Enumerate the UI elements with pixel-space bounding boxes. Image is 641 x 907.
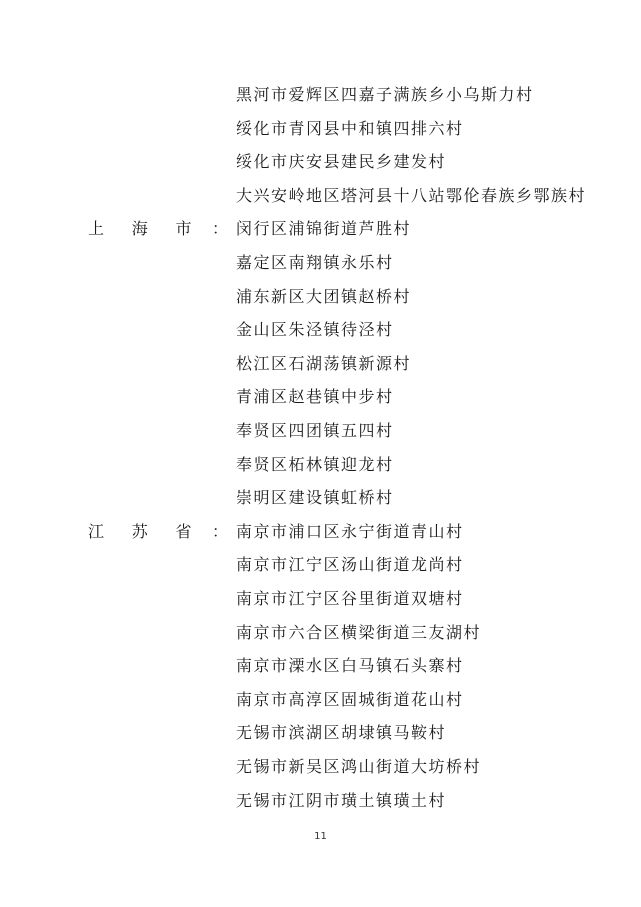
- village-entry: 南京市溧水区白马镇石头寨村: [236, 656, 464, 676]
- province-char: 省: [175, 521, 193, 541]
- village-entry: 南京市高淳区固城街道花山村: [236, 689, 464, 709]
- province-label: [88, 217, 193, 241]
- province-char: 海: [131, 219, 150, 239]
- list-item: [0, 251, 641, 275]
- list-item: [0, 654, 641, 678]
- village-entry: 无锡市新吴区鸿山街道大坊桥村: [236, 757, 482, 776]
- province-char: 江: [88, 521, 106, 541]
- village-entry: 松江区石湖荡镇新源村: [236, 353, 412, 373]
- province-colon: ：: [212, 521, 230, 541]
- list-item: [0, 721, 641, 745]
- province-char: 上: [88, 219, 106, 239]
- village-entry: 南京市六合区横梁街道三友湖村: [236, 622, 482, 642]
- village-entry: 奉贤区柘林镇迎龙村: [236, 454, 394, 474]
- list-item: [0, 83, 641, 107]
- list-item: [0, 789, 641, 813]
- list-item: [0, 318, 641, 342]
- village-entry: 金山区朱泾镇待泾村: [236, 320, 394, 340]
- village-entry: 绥化市庆安县建民乡建发村: [236, 152, 447, 172]
- list-item: [0, 285, 641, 309]
- list-item: [0, 117, 641, 141]
- list-item: [0, 385, 641, 409]
- list-item: [0, 688, 641, 712]
- province-colon: ：: [212, 219, 230, 239]
- list-item: [0, 587, 641, 611]
- list-item: [0, 520, 641, 544]
- province-char: 苏: [131, 521, 150, 541]
- list-item: [0, 184, 641, 208]
- village-entry: 浦东新区大团镇赵桥村: [236, 286, 412, 306]
- province-char: 市: [175, 219, 193, 239]
- village-entry: 闵行区浦锦街道芦胜村: [236, 219, 412, 239]
- village-entry: 青浦区赵巷镇中步村: [236, 387, 394, 407]
- list-item: [0, 352, 641, 376]
- list-item: [0, 621, 641, 645]
- list-item: [0, 755, 641, 779]
- village-entry: 大兴安岭地区塔河县十八站鄂伦春族乡鄂族村: [236, 185, 587, 205]
- village-entry: 奉贤区四团镇五四村: [236, 421, 394, 440]
- village-entry: 南京市江宁区汤山街道龙尚村: [236, 555, 464, 575]
- list-item: [0, 419, 641, 443]
- village-entry: 无锡市江阴市璜土镇璜土村: [236, 790, 447, 810]
- village-entry: 绥化市青冈县中和镇四排六村: [236, 118, 464, 138]
- list-item: [0, 486, 641, 510]
- list-item: [0, 553, 641, 577]
- list-item: [0, 453, 641, 477]
- village-entry: 嘉定区南翔镇永乐村: [236, 253, 394, 272]
- village-entry: 崇明区建设镇虹桥村: [236, 488, 394, 508]
- list-item: [0, 217, 641, 241]
- village-entry: 无锡市滨湖区胡埭镇马鞍村: [236, 723, 447, 743]
- page-number: 11: [314, 831, 327, 842]
- province-label: [88, 520, 193, 544]
- list-item: [0, 150, 641, 174]
- village-entry: 南京市江宁区谷里街道双塘村: [236, 589, 464, 608]
- village-entry: 黑河市爱辉区四嘉子满族乡小乌斯力村: [236, 85, 534, 104]
- village-entry: 南京市浦口区永宁街道青山村: [236, 521, 464, 541]
